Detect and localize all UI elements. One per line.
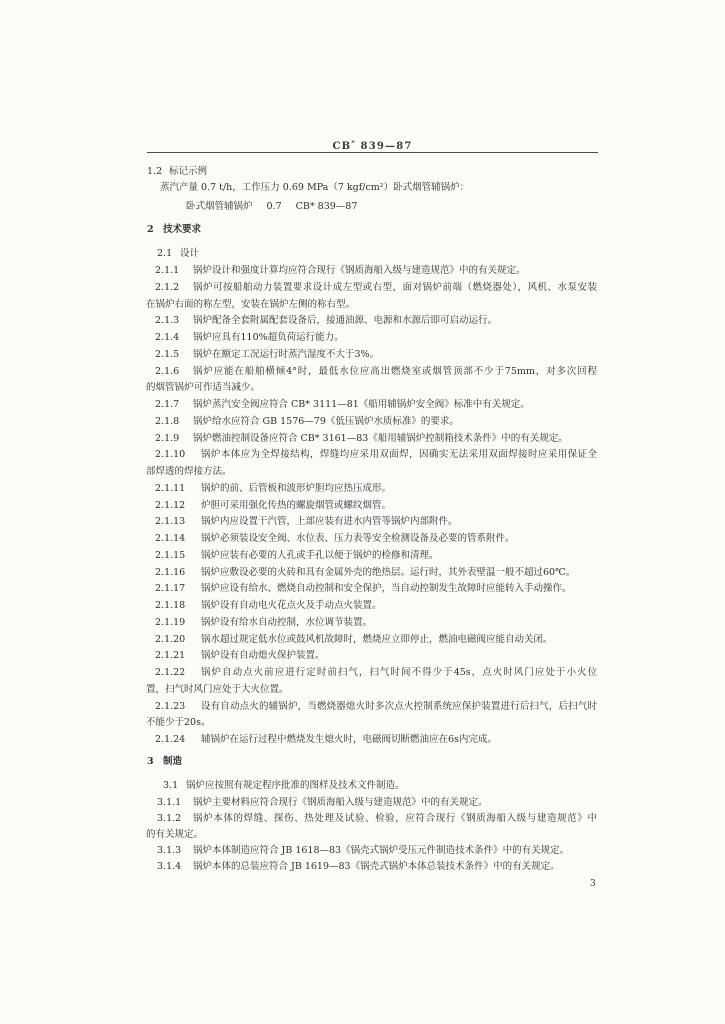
clause-number: 2.1.21 <box>155 650 186 661</box>
clause-text: 锅炉设有自动电火花点火及手动点火装置。 <box>201 600 382 611</box>
clause-text: 锅炉的前、后管板和波形炉胆均应热压成形。 <box>201 483 392 494</box>
clause-title: 标记示例 <box>169 166 208 177</box>
clause-2-1-24 <box>155 733 497 747</box>
clause-number: 2.1.7 <box>155 399 180 410</box>
clause-text: 锅炉自动点火前应进行定时前扫气，扫气时间不得少于45s，点火时风门应处于小火位 <box>201 667 597 678</box>
clause-text: 锅炉本体的总装应符合 JB 1619—83《锅壳式锅炉本体总装技术条件》中的有关规定。 <box>193 861 560 872</box>
clause-text: 锅炉在额定工况运行时蒸汽湿度不大于3%。 <box>193 349 380 360</box>
clause-number: 2.1.19 <box>155 617 186 628</box>
clause-2-1-15 <box>155 549 439 563</box>
clause-2-1-23 <box>155 700 597 714</box>
clause-number: 3.1 <box>163 780 179 791</box>
clause-number: 2.1.15 <box>155 550 186 561</box>
clause-number: 2.1.9 <box>155 433 180 444</box>
header-code-number: 839—87 <box>360 141 413 152</box>
section-heading-2 <box>147 223 201 237</box>
clause-continuation: 置，扫气时风门应处于大火位置。 <box>146 684 289 695</box>
clause-number: 2.1.10 <box>155 449 186 460</box>
clause-text: 锅炉配备全套附属配套设备后，接通油源、电源和水源后即可启动运行。 <box>193 315 498 326</box>
clause-2-1-17 <box>155 582 572 596</box>
clause-2-1-12 <box>155 499 391 513</box>
clause-text: 锅炉蒸汽安全阀应符合 CB* 3111—81《船用辅锅炉安全阀》标准中有关规定。 <box>193 399 530 410</box>
section-number: 3 <box>147 756 154 767</box>
clause-text: 锅炉应敷设必要的火砖和具有金属外壳的绝热层。运行时，其外表壁温一般不超过60℃。 <box>201 567 576 578</box>
marking-example-description: 蒸汽产量 0.7 t/h，工作压力 0.69 MPa（7 kgf/cm²）卧式烟管辅锅炉： <box>160 182 470 193</box>
clause-2-1-3 <box>155 314 497 328</box>
clause-text: 锅炉必须装设安全阀、水位表、压力表等安全检测设备及必要的管系附件。 <box>201 533 515 544</box>
clause-number: 2.1.12 <box>155 500 186 511</box>
section-title: 技术要求 <box>163 224 202 235</box>
page-number: 3 <box>590 879 596 889</box>
clause-text: 锅炉本体的焊缝、探伤、热处理及试验、检验，应符合现行《钢质海船入级与建造规范》中 <box>193 813 597 824</box>
mark-name: 卧式烟管辅锅炉 <box>186 201 253 212</box>
clause-number: 2.1.22 <box>155 667 186 678</box>
mark-standard: CB* 839—87 <box>295 201 358 212</box>
header-rule <box>147 152 598 153</box>
clause-text: 锅炉设有自动熄火保护装置。 <box>201 650 325 661</box>
clause-text: 锅炉应装有必要的人孔或手孔以便于锅炉的检修和清理。 <box>201 550 439 561</box>
clause-2-1-5 <box>155 348 379 362</box>
clause-number: 2.1.1 <box>155 265 180 276</box>
clause-2-1-14 <box>155 532 515 546</box>
clause-continuation: 部焊透的焊接方法。 <box>146 466 232 477</box>
clause-2-1-9 <box>155 432 568 446</box>
header-code-prefix: CB <box>332 141 352 152</box>
clause-2-1-19 <box>155 616 372 630</box>
clause-number: 2.1.2 <box>155 282 180 293</box>
section-number: 2 <box>147 224 154 235</box>
clause-2-1-2 <box>155 281 597 295</box>
clause-text: 锅炉应按照有规定程序批准的图样及技术文件制造。 <box>186 780 405 791</box>
clause-text: 锅炉本体制造应符合 JB 1618—83《锅壳式锅炉受压元件制造技术条件》中的有关规定。 <box>193 845 570 856</box>
marking-example-mark <box>186 200 357 214</box>
clause-3-1 <box>163 779 405 793</box>
clause-number: 3.1.4 <box>157 861 182 872</box>
clause-number: 2.1.4 <box>155 332 180 343</box>
clause-1-2 <box>147 165 207 179</box>
clause-number: 2.1.16 <box>155 567 186 578</box>
clause-2-1-1 <box>155 264 526 278</box>
clause-number: 3.1.2 <box>157 813 182 824</box>
clause-number: 2.1.6 <box>155 366 180 377</box>
clause-text: 锅炉可按船舶动力装置要求设计成左型或右型，面对锅炉前端（燃烧器处），风机、水泵安装 <box>193 282 597 293</box>
clause-3-1-3 <box>157 844 569 858</box>
clause-2-1-22 <box>155 666 597 680</box>
clause-number: 2.1.18 <box>155 600 186 611</box>
clause-continuation: 不能少于20s。 <box>146 717 211 728</box>
clause-number: 3.1.1 <box>157 797 182 808</box>
clause-continuation: 在锅炉右面的称左型，安装在锅炉左侧的称右型。 <box>146 299 356 310</box>
clause-2-1-18 <box>155 599 382 613</box>
header-code-mark: * <box>351 139 356 147</box>
clause-continuation: 的烟管锅炉可作适当减少。 <box>146 382 261 393</box>
clause-text: 锅炉给水应符合 GB 1576—79《低压锅炉水质标准》的要求。 <box>193 416 459 427</box>
clause-number: 2.1.20 <box>155 634 186 645</box>
subsection-number: 2.1 <box>157 248 173 259</box>
clause-2-1-10 <box>155 448 597 462</box>
clause-number: 2.1.3 <box>155 315 180 326</box>
clause-text: 辅锅炉在运行过程中燃烧发生熄火时，电磁阀切断燃油应在6s内完成。 <box>201 734 497 745</box>
subsection-heading-2-1 <box>157 247 199 261</box>
clause-2-1-7 <box>155 398 530 412</box>
clause-number: 1.2 <box>147 166 163 177</box>
clause-number: 2.1.11 <box>155 483 186 494</box>
clause-text: 锅炉内应设置干汽管，上部应装有进水内管等锅炉内部附件。 <box>201 516 458 527</box>
clause-text: 设有自动点火的辅锅炉，当燃烧器熄火时多次点火控制系统应保护装置进行后扫气，后扫气时 <box>201 701 597 712</box>
clause-2-1-11 <box>155 482 391 496</box>
clause-number: 2.1.23 <box>155 701 186 712</box>
clause-text: 锅水超过规定低水位或鼓风机故障时，燃烧应立即停止，燃油电磁阀应能自动关闭。 <box>201 634 553 645</box>
clause-text: 锅炉主要材料应符合现行《钢质海船入级与建造规范》中的有关规定。 <box>193 797 488 808</box>
clause-text: 锅炉设计和强度计算均应符合现行《钢质海船入级与建造规范》中的有关规定。 <box>193 265 526 276</box>
subsection-title: 设计 <box>180 248 200 259</box>
clause-number: 2.1.24 <box>155 734 186 745</box>
clause-number: 3.1.3 <box>157 845 182 856</box>
clause-2-1-21 <box>155 649 325 663</box>
clause-2-1-20 <box>155 633 553 647</box>
clause-text: 锅炉本体应为全焊接结构，焊缝均应采用双面焊，因确实无法采用双面焊接时应采用保证全 <box>201 449 597 460</box>
clause-text: 锅炉燃油控制设备应符合 CB* 3161—83《船用辅锅炉控制箱技术条件》中的有关规定。 <box>193 433 568 444</box>
clause-text: 炉胆可采用强化传热的螺旋烟管或螺纹烟管。 <box>201 500 392 511</box>
clause-3-1-4 <box>157 860 560 874</box>
clause-text: 锅炉应能在船舶横倾4°时，最低水位应高出燃烧室或烟管顶部不少于75mm，对多次回程 <box>193 366 597 377</box>
clause-number: 2.1.13 <box>155 516 186 527</box>
clause-text: 锅炉应具有110%超负荷运行能力。 <box>193 332 344 343</box>
standard-code-header <box>147 136 598 150</box>
clause-2-1-6 <box>155 365 597 379</box>
clause-2-1-16 <box>155 566 575 580</box>
clause-continuation: 的有关规定。 <box>146 829 204 840</box>
clause-text: 锅炉设有给水自动控制，水位调节装置。 <box>201 617 373 628</box>
clause-2-1-8 <box>155 415 459 429</box>
clause-number: 2.1.14 <box>155 533 186 544</box>
clause-number: 2.1.5 <box>155 349 180 360</box>
clause-2-1-13 <box>155 515 458 529</box>
section-heading-3 <box>147 755 182 769</box>
section-title: 制造 <box>163 756 183 767</box>
clause-number: 2.1.17 <box>155 583 186 594</box>
clause-2-1-4 <box>155 331 344 345</box>
clause-text: 锅炉应设有给水、燃烧自动控制和安全保护，当自动控制发生故障时应能转入手动操作。 <box>201 583 572 594</box>
clause-3-1-2 <box>157 812 597 826</box>
clause-3-1-1 <box>157 796 488 810</box>
clause-number: 2.1.8 <box>155 416 180 427</box>
mark-capacity: 0.7 <box>266 201 282 212</box>
